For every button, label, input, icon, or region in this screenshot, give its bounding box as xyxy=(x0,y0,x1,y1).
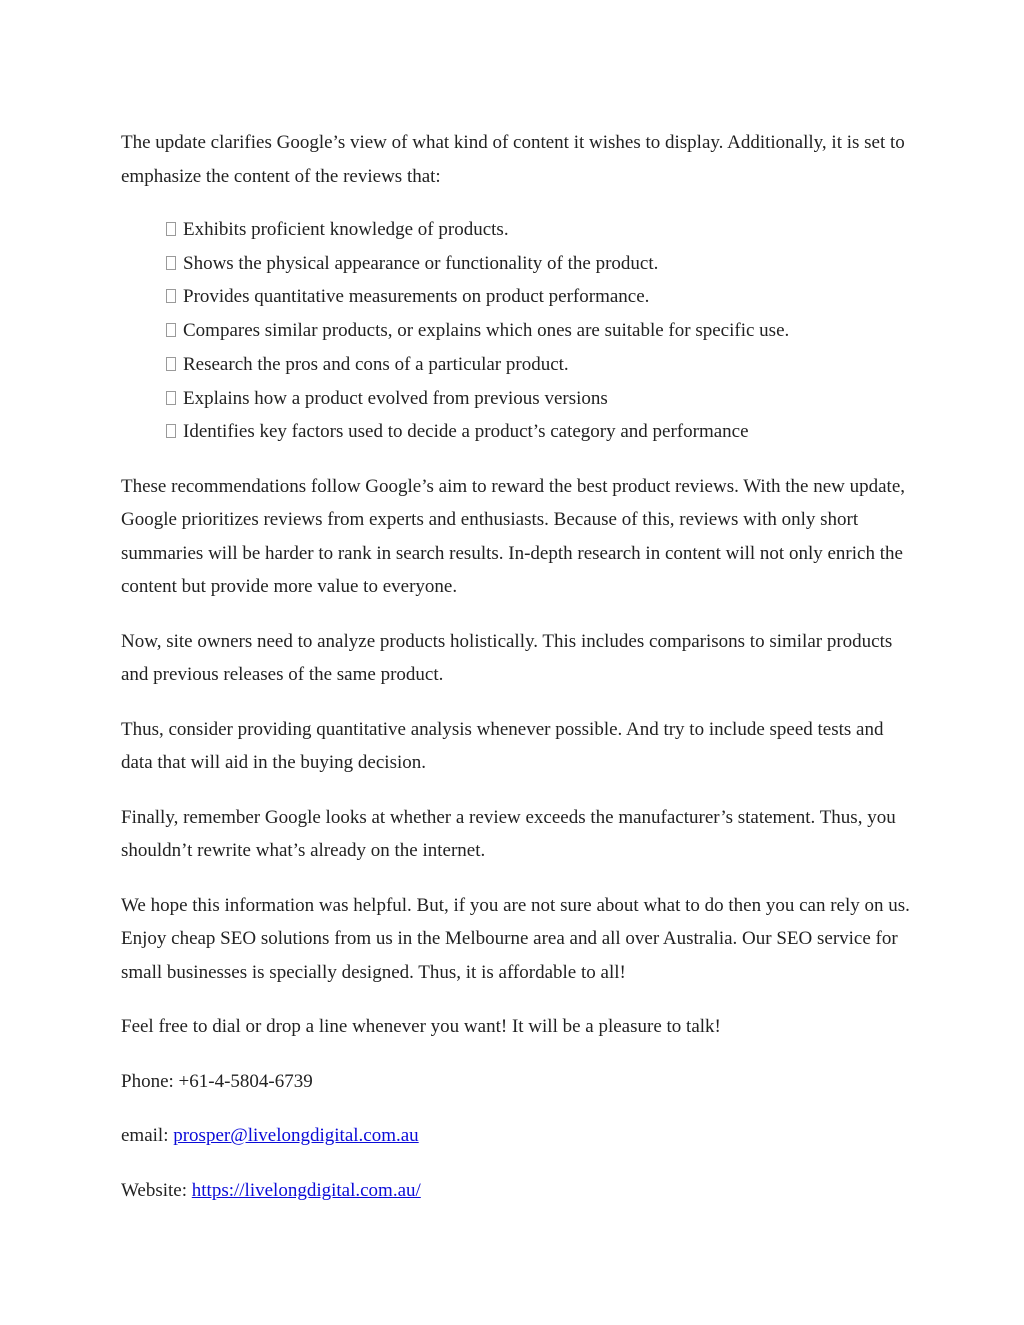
list-item: Compares similar products, or explains which ones are suitable for specific use. xyxy=(166,314,911,348)
list-item: Identifies key factors used to decide a product’s category and performance xyxy=(166,415,911,449)
phone-line: Phone: +61-4-5804-6739 xyxy=(121,1070,313,1092)
bullet-box-icon xyxy=(166,323,176,337)
list-item: Provides quantitative measurements on product performance. xyxy=(166,280,911,314)
website-link[interactable]: https://livelongdigital.com.au/ xyxy=(191,1179,421,1201)
document-page xyxy=(121,126,911,1207)
email-label: email: xyxy=(121,1125,174,1147)
bullet-box-icon xyxy=(166,256,176,270)
email-link[interactable]: prosper@livelongdigital.com.au xyxy=(173,1125,419,1147)
list-item: Exhibits proficient knowledge of products. xyxy=(166,213,911,247)
contact-invite-paragraph: Feel free to dial or drop a line whenever you want! It will be a pleasure to talk! xyxy=(121,1016,721,1038)
manufacturer-paragraph: Finally, remember Google looks at whether a review exceeds the manufacturer’s statement. Thus, you shouldn’t rewrite what’s already on the internet. xyxy=(121,806,896,862)
criteria-list xyxy=(121,213,911,449)
recommendations-paragraph: These recommendations follow Google’s aim to reward the best product reviews. With the new update, Google prioritizes reviews from experts and enthusiasts. Because of this, reviews with only short summaries will be harder to rank in search results. In-depth research in content will not only enrich the content but provide more value to everyone. xyxy=(121,475,906,598)
list-item: Shows the physical appearance or functionality of the product. xyxy=(166,247,911,281)
list-item: Explains how a product evolved from previous versions xyxy=(166,382,911,416)
bullet-box-icon xyxy=(166,222,176,236)
list-item: Research the pros and cons of a particular product. xyxy=(166,348,911,382)
holistic-paragraph: Now, site owners need to analyze products holistically. This includes comparisons to similar products and previous releases of the same product. xyxy=(121,630,893,686)
website-line xyxy=(121,1174,911,1208)
bullet-box-icon xyxy=(166,289,176,303)
services-paragraph: We hope this information was helpful. But, if you are not sure about what to do then you can rely on us. Enjoy cheap SEO solutions from us in the Melbourne area and all over Australia. Our SEO service for small businesses is specially designed. Thus, it is affordable to all! xyxy=(121,894,910,983)
quantitative-paragraph: Thus, consider providing quantitative analysis whenever possible. And try to include speed tests and data that will aid in the buying decision. xyxy=(121,718,884,774)
website-label: Website: xyxy=(121,1179,192,1201)
intro-paragraph: The update clarifies Google’s view of what kind of content it wishes to display. Additionally, it is set to emphasize the content of the reviews that: xyxy=(121,132,905,187)
bullet-box-icon xyxy=(166,391,176,405)
bullet-box-icon xyxy=(166,424,176,438)
bullet-box-icon xyxy=(166,357,176,371)
email-line xyxy=(121,1119,911,1153)
